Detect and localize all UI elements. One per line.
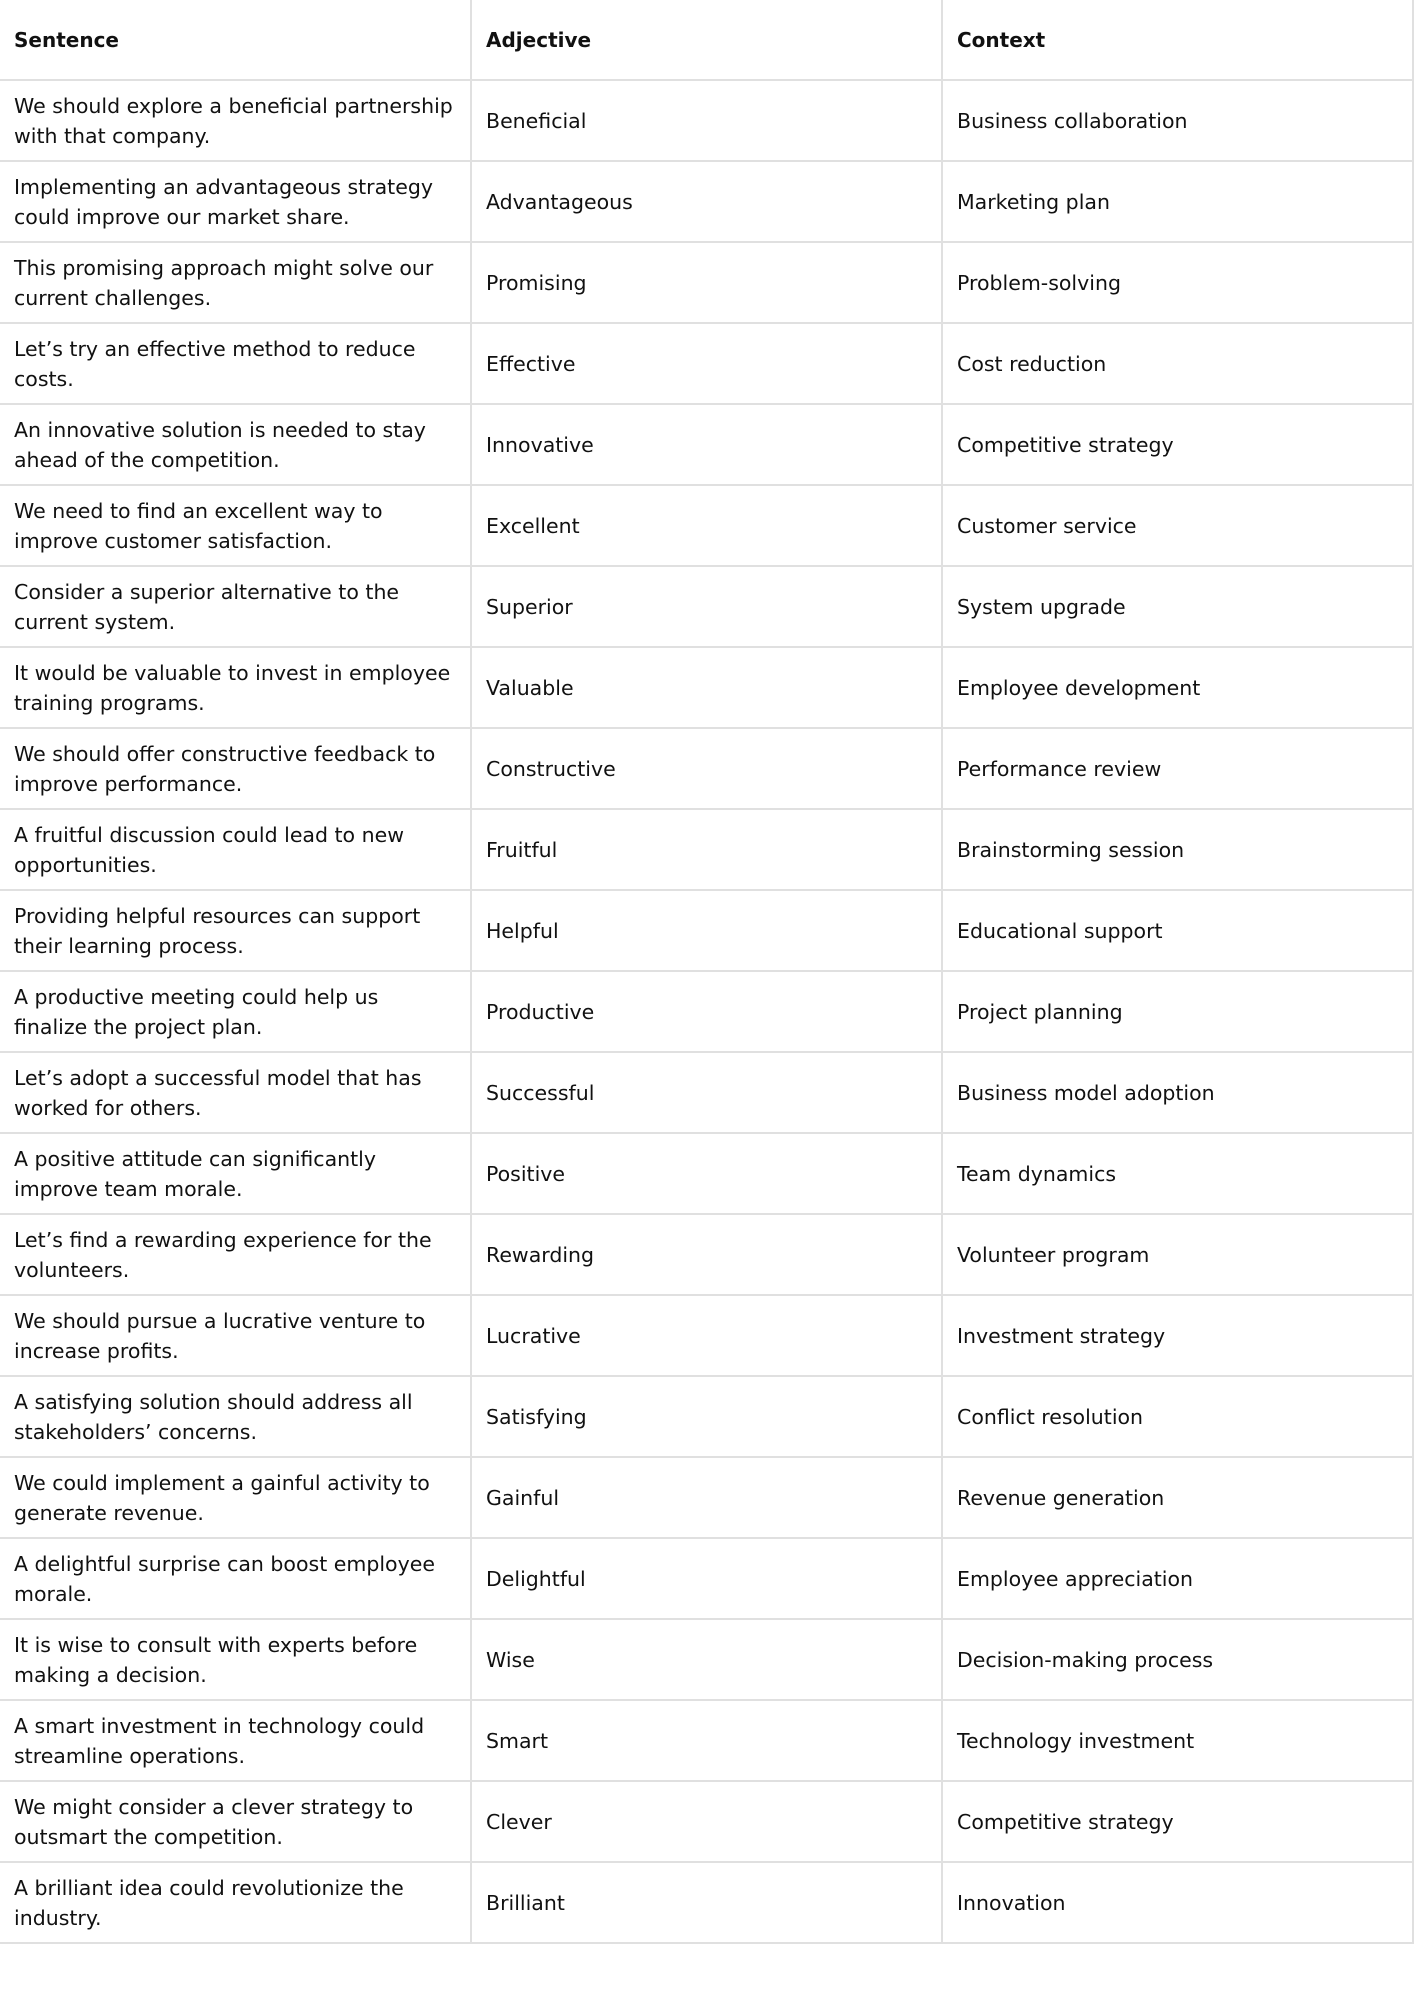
- adjective-cell: Superior: [471, 566, 942, 647]
- adjective-cell: Lucrative: [471, 1295, 942, 1376]
- adjective-cell: Clever: [471, 1781, 942, 1862]
- sentence-cell: We need to find an excellent way to improve customer satisfaction.: [0, 485, 471, 566]
- sentence-cell: A brilliant idea could revolutionize the industry.: [0, 1862, 471, 1943]
- adjective-cell: Wise: [471, 1619, 942, 1700]
- adjective-cell: Positive: [471, 1133, 942, 1214]
- table-row: [0, 404, 1413, 485]
- adjective-cell: Smart: [471, 1700, 942, 1781]
- table-row: [0, 1457, 1413, 1538]
- table-row: [0, 647, 1413, 728]
- table-row: [0, 1862, 1413, 1943]
- context-cell: Business collaboration: [942, 80, 1413, 161]
- context-cell: Employee development: [942, 647, 1413, 728]
- sentence-cell: Implementing an advantageous strategy could improve our market share.: [0, 161, 471, 242]
- sentence-cell: This promising approach might solve our current challenges.: [0, 242, 471, 323]
- adjective-cell: Promising: [471, 242, 942, 323]
- adjective-cell: Constructive: [471, 728, 942, 809]
- context-cell: Competitive strategy: [942, 1781, 1413, 1862]
- sentence-cell: A fruitful discussion could lead to new opportunities.: [0, 809, 471, 890]
- context-cell: Performance review: [942, 728, 1413, 809]
- table-row: [0, 1214, 1413, 1295]
- sentence-cell: It would be valuable to invest in employee training programs.: [0, 647, 471, 728]
- table-row: [0, 728, 1413, 809]
- sentence-cell: We could implement a gainful activity to generate revenue.: [0, 1457, 471, 1538]
- sentence-cell: Providing helpful resources can support their learning process.: [0, 890, 471, 971]
- header-row: [0, 0, 1413, 80]
- table-row: [0, 1781, 1413, 1862]
- context-cell: Team dynamics: [942, 1133, 1413, 1214]
- sentence-cell: We might consider a clever strategy to outsmart the competition.: [0, 1781, 471, 1862]
- adjective-cell: Satisfying: [471, 1376, 942, 1457]
- sentence-cell: We should pursue a lucrative venture to increase profits.: [0, 1295, 471, 1376]
- context-cell: Decision-making process: [942, 1619, 1413, 1700]
- context-cell: Problem-solving: [942, 242, 1413, 323]
- table-row: [0, 1619, 1413, 1700]
- adjective-cell: Valuable: [471, 647, 942, 728]
- adjective-cell: Innovative: [471, 404, 942, 485]
- context-cell: Revenue generation: [942, 1457, 1413, 1538]
- sentence-cell: We should offer constructive feedback to improve performance.: [0, 728, 471, 809]
- context-cell: Cost reduction: [942, 323, 1413, 404]
- adjective-cell: Productive: [471, 971, 942, 1052]
- sentence-cell: Let’s try an effective method to reduce costs.: [0, 323, 471, 404]
- table-row: [0, 566, 1413, 647]
- context-cell: Competitive strategy: [942, 404, 1413, 485]
- sentence-cell: A positive attitude can significantly improve team morale.: [0, 1133, 471, 1214]
- sentence-cell: A delightful surprise can boost employee morale.: [0, 1538, 471, 1619]
- context-cell: Technology investment: [942, 1700, 1413, 1781]
- adjective-cell: Fruitful: [471, 809, 942, 890]
- adjective-cell: Effective: [471, 323, 942, 404]
- context-cell: Investment strategy: [942, 1295, 1413, 1376]
- adjective-cell: Delightful: [471, 1538, 942, 1619]
- sentence-cell: Let’s find a rewarding experience for the volunteers.: [0, 1214, 471, 1295]
- table-row: [0, 242, 1413, 323]
- adjective-cell: Advantageous: [471, 161, 942, 242]
- context-cell: System upgrade: [942, 566, 1413, 647]
- table-row: [0, 1376, 1413, 1457]
- sentence-cell: Consider a superior alternative to the current system.: [0, 566, 471, 647]
- context-cell: Employee appreciation: [942, 1538, 1413, 1619]
- sentence-cell: We should explore a beneficial partnership with that company.: [0, 80, 471, 161]
- adjective-cell: Beneficial: [471, 80, 942, 161]
- context-cell: Brainstorming session: [942, 809, 1413, 890]
- sentence-cell: A productive meeting could help us finalize the project plan.: [0, 971, 471, 1052]
- context-cell: Conflict resolution: [942, 1376, 1413, 1457]
- sentence-cell: Let’s adopt a successful model that has worked for others.: [0, 1052, 471, 1133]
- adjective-cell: Excellent: [471, 485, 942, 566]
- adjective-cell: Successful: [471, 1052, 942, 1133]
- adjective-cell: Brilliant: [471, 1862, 942, 1943]
- sentence-cell: A satisfying solution should address all stakeholders’ concerns.: [0, 1376, 471, 1457]
- adjective-cell: Gainful: [471, 1457, 942, 1538]
- header-adjective: Adjective: [471, 0, 942, 80]
- context-cell: Volunteer program: [942, 1214, 1413, 1295]
- header-sentence: Sentence: [0, 0, 471, 80]
- table-row: [0, 1295, 1413, 1376]
- sentence-cell: It is wise to consult with experts before making a decision.: [0, 1619, 471, 1700]
- context-cell: Customer service: [942, 485, 1413, 566]
- context-cell: Innovation: [942, 1862, 1413, 1943]
- table-row: [0, 323, 1413, 404]
- table-row: [0, 1133, 1413, 1214]
- adjective-cell: Rewarding: [471, 1214, 942, 1295]
- table-row: [0, 80, 1413, 161]
- adjective-cell: Helpful: [471, 890, 942, 971]
- table-row: [0, 1700, 1413, 1781]
- context-cell: Educational support: [942, 890, 1413, 971]
- table-row: [0, 485, 1413, 566]
- sentence-cell: An innovative solution is needed to stay ahead of the competition.: [0, 404, 471, 485]
- table-row: [0, 1052, 1413, 1133]
- table-row: [0, 971, 1413, 1052]
- context-cell: Marketing plan: [942, 161, 1413, 242]
- header-context: Context: [942, 0, 1413, 80]
- table-row: [0, 161, 1413, 242]
- table-row: [0, 1538, 1413, 1619]
- table-row: [0, 809, 1413, 890]
- sentence-cell: A smart investment in technology could streamline operations.: [0, 1700, 471, 1781]
- context-cell: Project planning: [942, 971, 1413, 1052]
- context-cell: Business model adoption: [942, 1052, 1413, 1133]
- table-row: [0, 890, 1413, 971]
